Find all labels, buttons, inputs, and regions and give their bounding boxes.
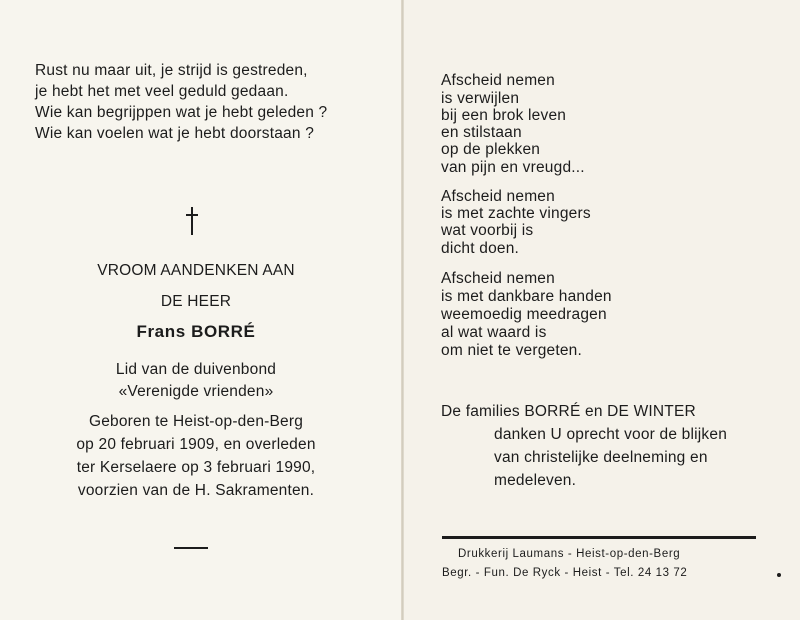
stanza-line: en stilstaan	[441, 124, 522, 141]
memorial-heading: VROOM AANDENKEN AAN	[97, 262, 295, 279]
thanks-line: medeleven.	[494, 472, 577, 489]
thanks-line: danken U oprecht voor de blijken	[494, 426, 728, 443]
stanza-line: Afscheid nemen	[441, 188, 555, 205]
honorific-title: DE HEER	[160, 293, 232, 310]
print-dot	[777, 573, 781, 577]
detail-line: Geboren te Heist-op-den-Berg	[88, 413, 304, 430]
stanza-line: om niet te vergeten.	[441, 342, 582, 359]
latin-cross-icon	[186, 207, 198, 235]
poem-line: Wie kan begrijppen wat je hebt geleden ?	[35, 104, 328, 121]
stanza-line: weemoedig meedragen	[441, 306, 607, 323]
poem-line: Rust nu maar uit, je strijd is gestreden,	[35, 62, 308, 79]
printer-line: Begr. - Fun. De Ryck - Heist - Tel. 24 13 72	[442, 567, 688, 579]
thanks-line: van christelijke deelneming en	[494, 449, 708, 466]
stanza-line: is met zachte vingers	[441, 205, 591, 222]
poem-line: Wie kan voelen wat je hebt doorstaan ?	[35, 125, 315, 142]
detail-line: Lid van de duivenbond	[115, 361, 277, 378]
stanza-line: al wat waard is	[441, 324, 547, 341]
deceased-name: Frans BORRÉ	[136, 322, 256, 341]
stanza-line: wat voorbij is	[441, 222, 534, 239]
right-page	[404, 0, 800, 620]
stanza-line: Afscheid nemen	[441, 270, 555, 287]
printer-line: Drukkerij Laumans - Heist-op-den-Berg	[458, 548, 681, 560]
stanza-line: Afscheid nemen	[441, 72, 555, 89]
thanks-line: De families BORRÉ en DE WINTER	[441, 403, 696, 420]
stanza-line: dicht doen.	[441, 240, 520, 257]
detail-line: voorzien van de H. Sakramenten.	[77, 482, 315, 499]
stanza-line: is met dankbare handen	[441, 288, 612, 305]
poem-line: je hebt het met veel geduld gedaan.	[35, 83, 289, 100]
stanza-line: op de plekken	[441, 141, 541, 158]
stanza-line: van pijn en vreugd...	[441, 159, 585, 176]
printer-divider	[442, 536, 756, 539]
detail-line: «Verenigde vrienden»	[118, 383, 274, 400]
detail-line: op 20 februari 1909, en overleden	[76, 436, 316, 453]
stanza-line: is verwijlen	[441, 90, 520, 107]
detail-line: ter Kerselaere op 3 februari 1990,	[76, 459, 316, 476]
stanza-line: bij een brok leven	[441, 107, 567, 124]
closing-dash	[174, 547, 208, 549]
